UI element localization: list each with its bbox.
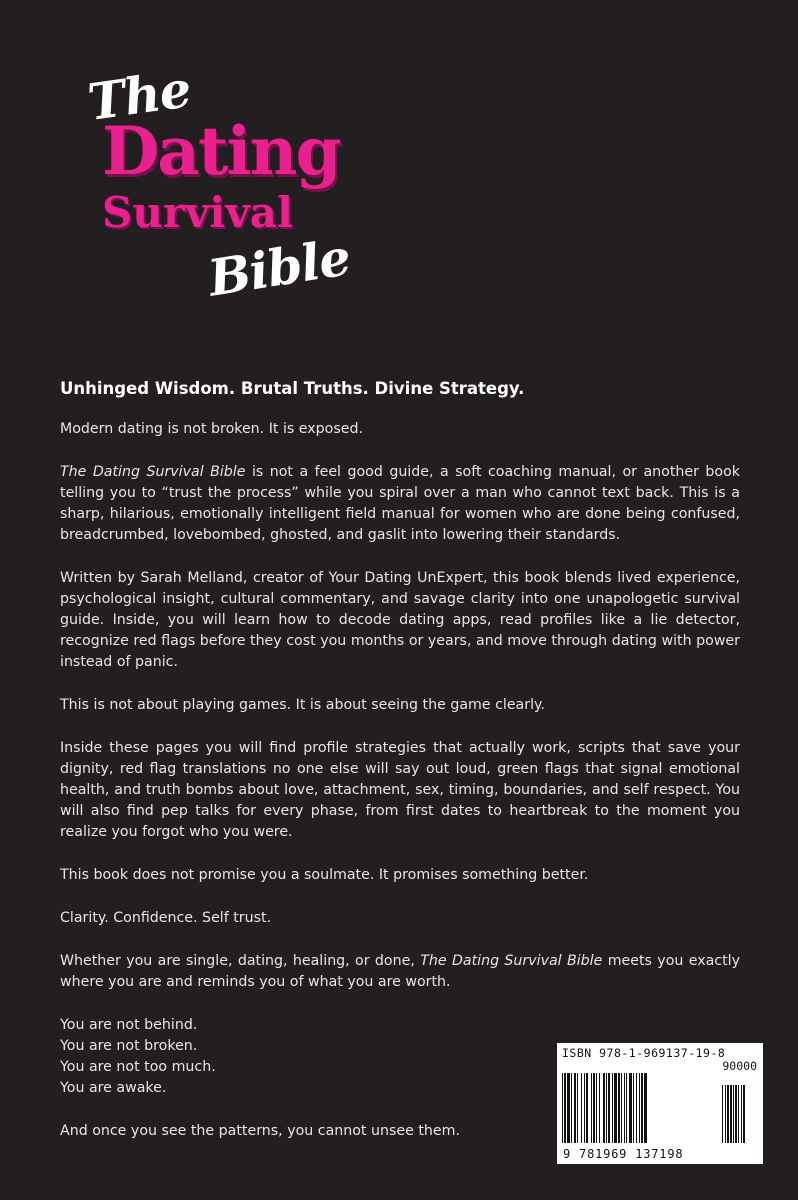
affirmation: You are not too much. (60, 1059, 216, 1075)
logo-bible: Bible (204, 227, 354, 308)
logo-survival: Survival (102, 188, 293, 237)
barcode-bars (562, 1073, 758, 1148)
logo-dating: Dating (102, 112, 340, 190)
isbn-barcode (557, 1043, 763, 1164)
paragraph-5: Inside these pages you will find profile strategies that actually work, scripts that save your dignity, red flag translations no one else will say out loud, green flags that signal emotional health, and truth bombs about love, attachment, sex, timing, boundaries, and self respect. You will also find pep talks for every phase, from first dates to heartbreak to the moment you realize you forgot who you were. (60, 740, 740, 840)
paragraph-7: Clarity. Confidence. Self trust. (60, 910, 272, 926)
paragraph-2-text: is not a feel good guide, a soft coaching manual, or another book telling you to “trust the process” while you spiral over a man who cannot text back. This is a sharp, hilarious, emotionally intelligent field manual for women who are done being confused, breadcrumbed, lovebombed, ghosted, and gaslit into lowering their standards. (60, 464, 740, 543)
ean-digits: 9 781969 137198 (563, 1147, 684, 1161)
paragraph-2 (60, 462, 740, 546)
affirmation: You are awake. (60, 1080, 167, 1096)
logo-the: The (84, 59, 194, 132)
book-title-italic: The Dating Survival Bible (420, 953, 603, 969)
paragraph-8 (60, 951, 740, 993)
price-addon: 90000 (722, 1059, 757, 1073)
book-title-italic: The Dating Survival Bible (60, 464, 246, 480)
paragraph-3: Written by Sarah Melland, creator of Your Dating UnExpert, this book blends lived experience, psychological insight, cultural commentary, and savage clarity into one unapologetic survival guide. Inside, you will learn how to decode dating apps, read profiles like a lie detector, recognize red flags before they cost you months or years, and move through dating with power instead of panic. (60, 570, 740, 670)
affirmation: You are not broken. (60, 1038, 198, 1054)
paragraph-1: Modern dating is not broken. It is exposed. (60, 421, 363, 437)
isbn-text: ISBN 978-1-969137-19-8 (562, 1046, 726, 1060)
paragraph-8-after: meets you exactly where you are and reminds you of what you are worth. (60, 953, 740, 990)
paragraph-4: This is not about playing games. It is about seeing the game clearly. (60, 697, 545, 713)
paragraph-6: This book does not promise you a soulmate. It promises something better. (60, 867, 589, 883)
closing-line: And once you see the patterns, you cannot unsee them. (60, 1123, 460, 1139)
title-logo (80, 60, 360, 310)
affirmation: You are not behind. (60, 1017, 198, 1033)
paragraph-8-before: Whether you are single, dating, healing, or done, (60, 953, 421, 969)
tagline: Unhinged Wisdom. Brutal Truths. Divine Strategy. (60, 379, 525, 398)
